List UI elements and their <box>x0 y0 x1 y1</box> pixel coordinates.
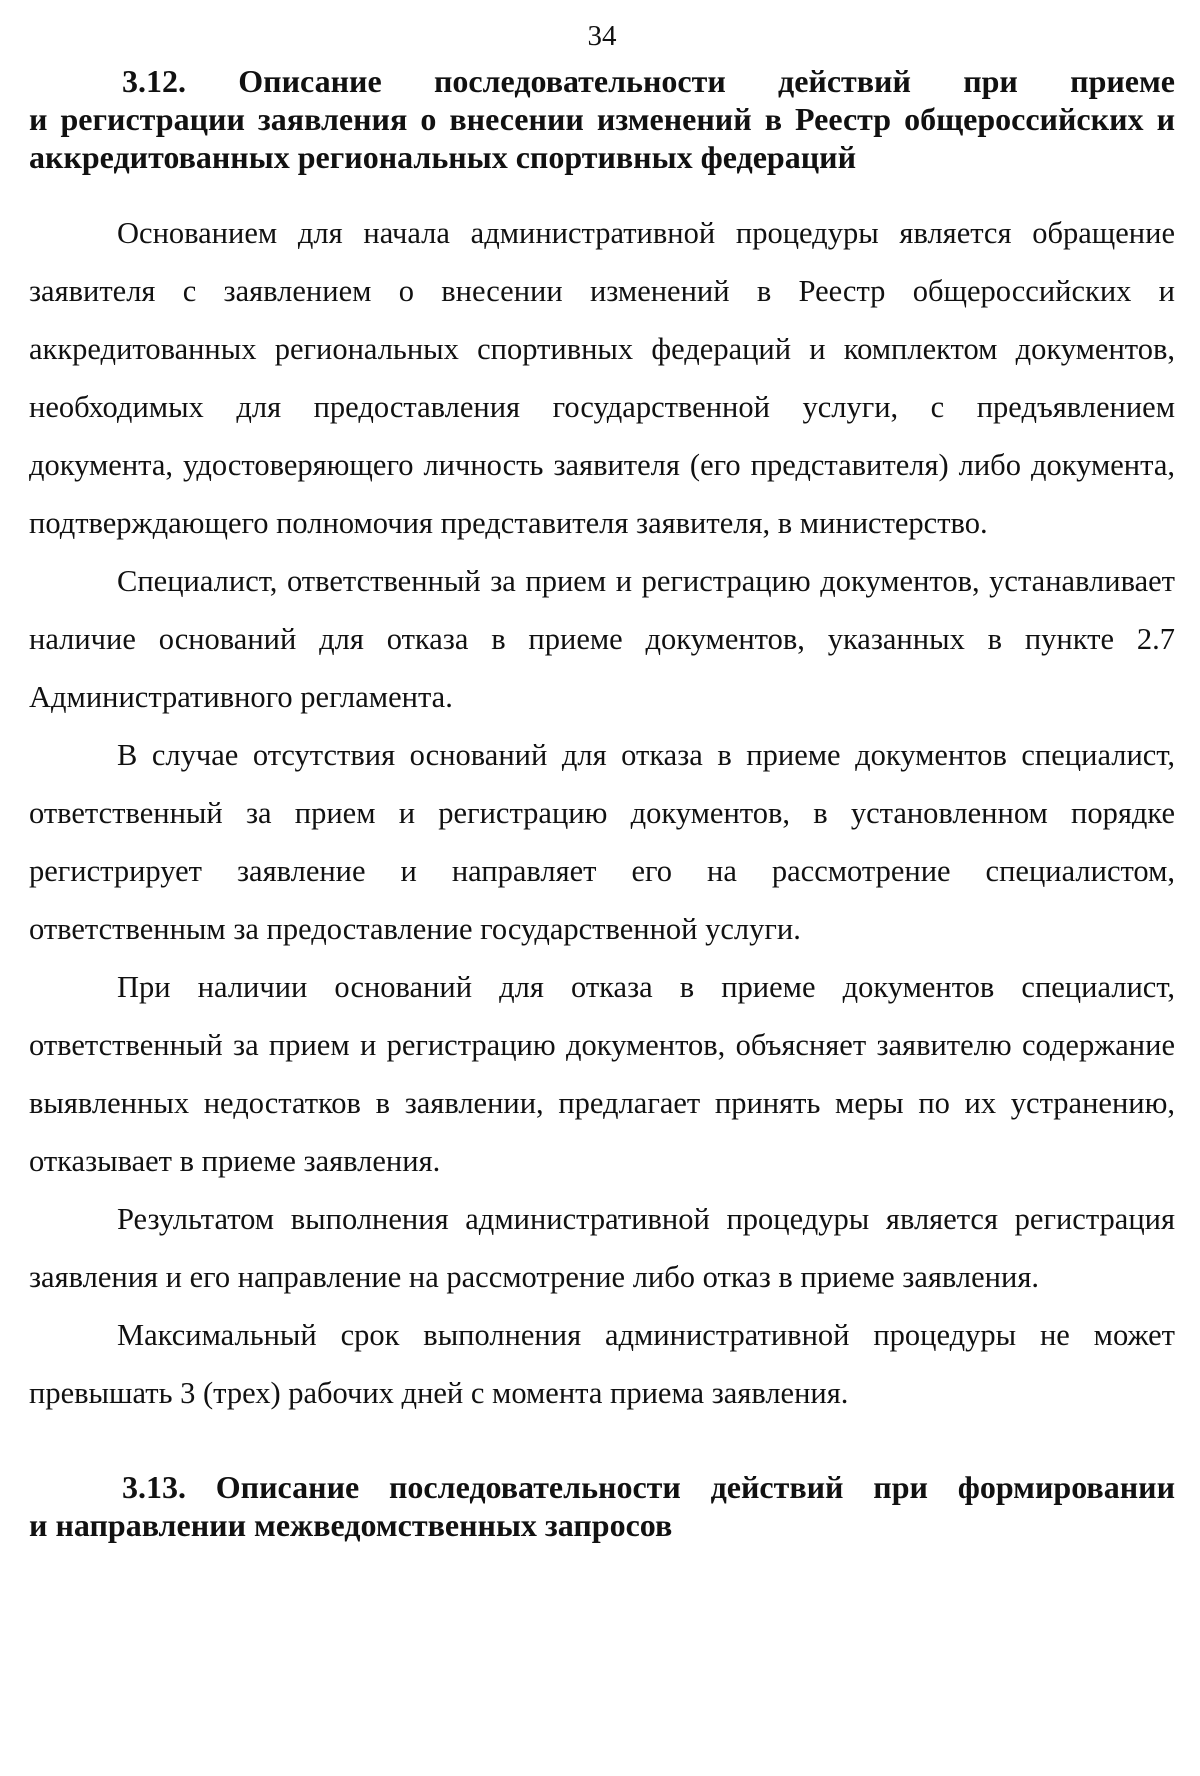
section-heading-3-13-line1: 3.13. Описание последовательности действий при формировании <box>122 1469 1175 1505</box>
paragraph-refusal: При наличии оснований для отказа в приеме документов специалист, ответственный за прием и регистрацию документов, объясняет заявителю содержание выявленных недостатков в заявлении, предлагает принять меры по их устранению, отказывает в приеме заявления. <box>29 970 1175 1178</box>
document-page <box>29 16 1175 1544</box>
section-heading-3-13 <box>29 1468 1175 1544</box>
page-number: 34 <box>587 20 617 52</box>
paragraph-result: Результатом выполнения административной процедуры является регистрация заявления и его направление на рассмотрение либо отказ в приеме заявления. <box>29 1202 1175 1294</box>
section-heading-3-12 <box>29 62 1175 176</box>
paragraph-registration: В случае отсутствия оснований для отказа в приеме документов специалист, ответственный за прием и регистрацию документов, в установленном порядке регистрирует заявление и направляет его на рассмотрение специалистом, ответственным за предоставление государственной услуги. <box>29 738 1175 946</box>
section-heading-3-13-rest: и направлении межведомственных запросов <box>29 1507 673 1543</box>
paragraph-basis: Основанием для начала административной процедуры является обращение заявителя с заявлением о внесении изменений в Реестр общероссийских и аккредитованных региональных спортивных федераций и комплектом документов, необходимых для предоставления государственной услуги, с предъявлением документа, удостоверяющего личность заявителя (его представителя) либо документа, подтверждающего полномочия представителя заявителя, в министерство. <box>29 216 1175 540</box>
paragraph-specialist-check: Специалист, ответственный за прием и регистрацию документов, устанавливает наличие оснований для отказа в приеме документов, указанных в пункте 2.7 Административного регламента. <box>29 564 1175 714</box>
paragraph-max-term: Максимальный срок выполнения административной процедуры не может превышать 3 (трех) рабочих дней с момента приема заявления. <box>29 1318 1175 1410</box>
section-heading-3-12-line1: 3.12. Описание последовательности действий при приеме <box>122 63 1175 99</box>
section-heading-3-12-rest: и регистрации заявления о внесении изменений в Реестр общероссийских и аккредитованных региональных спортивных федераций <box>29 101 1175 175</box>
